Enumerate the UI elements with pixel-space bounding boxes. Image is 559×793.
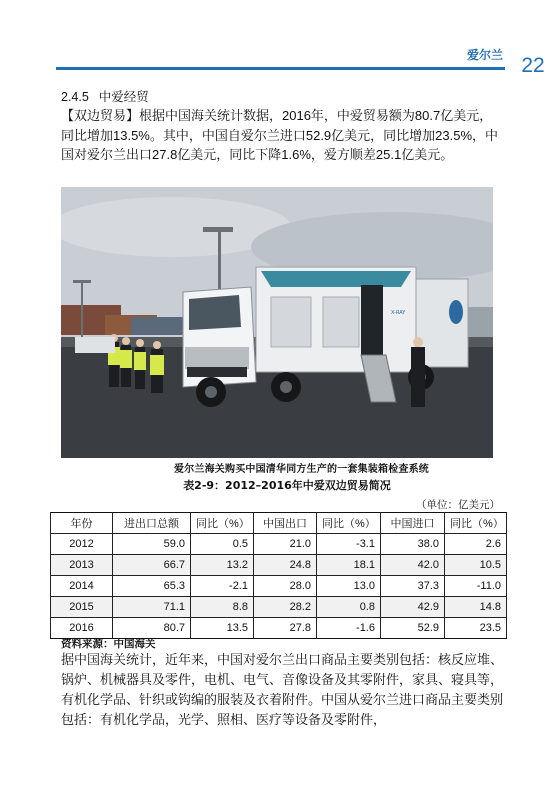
trade-table xyxy=(50,512,507,639)
table-source: 资料来源：中国海关 xyxy=(61,638,156,650)
section-title: 中爱经贸 xyxy=(98,89,149,104)
cell-import-yoy: -11.0 xyxy=(445,576,507,597)
table-row xyxy=(51,597,507,618)
cell-year: 2015 xyxy=(51,597,113,618)
cell-total: 66.7 xyxy=(113,555,191,576)
table-row xyxy=(51,555,507,576)
cell-export-yoy: 18.1 xyxy=(317,555,381,576)
cell-export-yoy: -3.1 xyxy=(317,534,381,555)
table-unit: （单位：亿美元） xyxy=(416,499,500,511)
header-rule xyxy=(56,67,505,70)
cell-year: 2012 xyxy=(51,534,113,555)
export-import-paragraph: 据中国海关统计，近年来，中国对爱尔兰出口商品主要类别包括：核反应堆、锅炉、机械器具及零件，电机、电气、音像设备及其零附件，家具、寝具等，有机化学品、针织或钩编的服装及衣着附件。中国从爱尔兰进口商品主要类别包括：有机化学品，光学、照相、医疗等设备及零附件， xyxy=(61,653,504,728)
header-total: 进出口总额 xyxy=(113,513,191,534)
cell-total-yoy: 0.5 xyxy=(191,534,254,555)
cell-import: 42.0 xyxy=(381,555,445,576)
cell-export-yoy: 13.0 xyxy=(317,576,381,597)
cell-import: 52.9 xyxy=(381,618,445,639)
cell-total-yoy: 13.5 xyxy=(191,618,254,639)
table-header-row xyxy=(51,513,507,534)
trade-paragraph: 【双边贸易】根据中国海关统计数据，2016年，中爱贸易额为80.7亿美元，同比增加13.5%。其中，中国自爱尔兰进口52.9亿美元，同比增加23.5%，中国对爱尔兰出口27.8亿美元，同比下降1.6%，爱方顺差25.1亿美元。 xyxy=(61,108,499,162)
table-row xyxy=(51,576,507,597)
customs-truck-photo xyxy=(61,187,493,458)
cell-export: 28.2 xyxy=(254,597,317,618)
table-row xyxy=(51,534,507,555)
table-title: 表2-9：2012–2016年中爱双边贸易简况 xyxy=(183,479,391,492)
cell-total-yoy: 13.2 xyxy=(191,555,254,576)
photo-caption: 爱尔兰海关购买中国清华同方生产的一套集装箱检查系统 xyxy=(174,464,429,475)
truck-illustration xyxy=(61,187,493,458)
cell-export-yoy: 0.8 xyxy=(317,597,381,618)
cell-total: 59.0 xyxy=(113,534,191,555)
cell-total-yoy: 8.8 xyxy=(191,597,254,618)
cell-import-yoy: 2.6 xyxy=(445,534,507,555)
cell-import: 37.3 xyxy=(381,576,445,597)
cell-export-yoy: -1.6 xyxy=(317,618,381,639)
header-export-yoy: 同比（%） xyxy=(317,513,381,534)
header-import-yoy: 同比（%） xyxy=(445,513,507,534)
section-heading xyxy=(61,87,149,105)
cell-total: 65.3 xyxy=(113,576,191,597)
header-year: 年份 xyxy=(51,513,113,534)
cell-total-yoy: -2.1 xyxy=(191,576,254,597)
cell-year: 2016 xyxy=(51,618,113,639)
running-header-country: 爱尔兰 xyxy=(466,48,503,62)
cell-total: 80.7 xyxy=(113,618,191,639)
cell-import: 38.0 xyxy=(381,534,445,555)
cell-export: 24.8 xyxy=(254,555,317,576)
cell-export: 21.0 xyxy=(254,534,317,555)
page-number: 22 xyxy=(521,54,545,77)
truck-badge-text: X-RAY xyxy=(391,310,406,316)
section-number: 2.4.5 xyxy=(61,90,89,104)
header-import: 中国进口 xyxy=(381,513,445,534)
cell-year: 2013 xyxy=(51,555,113,576)
cell-total: 71.1 xyxy=(113,597,191,618)
cell-export: 27.8 xyxy=(254,618,317,639)
cell-year: 2014 xyxy=(51,576,113,597)
cell-import-yoy: 23.5 xyxy=(445,618,507,639)
cell-import: 42.9 xyxy=(381,597,445,618)
cell-export: 28.0 xyxy=(254,576,317,597)
cell-import-yoy: 14.8 xyxy=(445,597,507,618)
cell-import-yoy: 10.5 xyxy=(445,555,507,576)
header-total-yoy: 同比（%） xyxy=(191,513,254,534)
header-export: 中国出口 xyxy=(254,513,317,534)
